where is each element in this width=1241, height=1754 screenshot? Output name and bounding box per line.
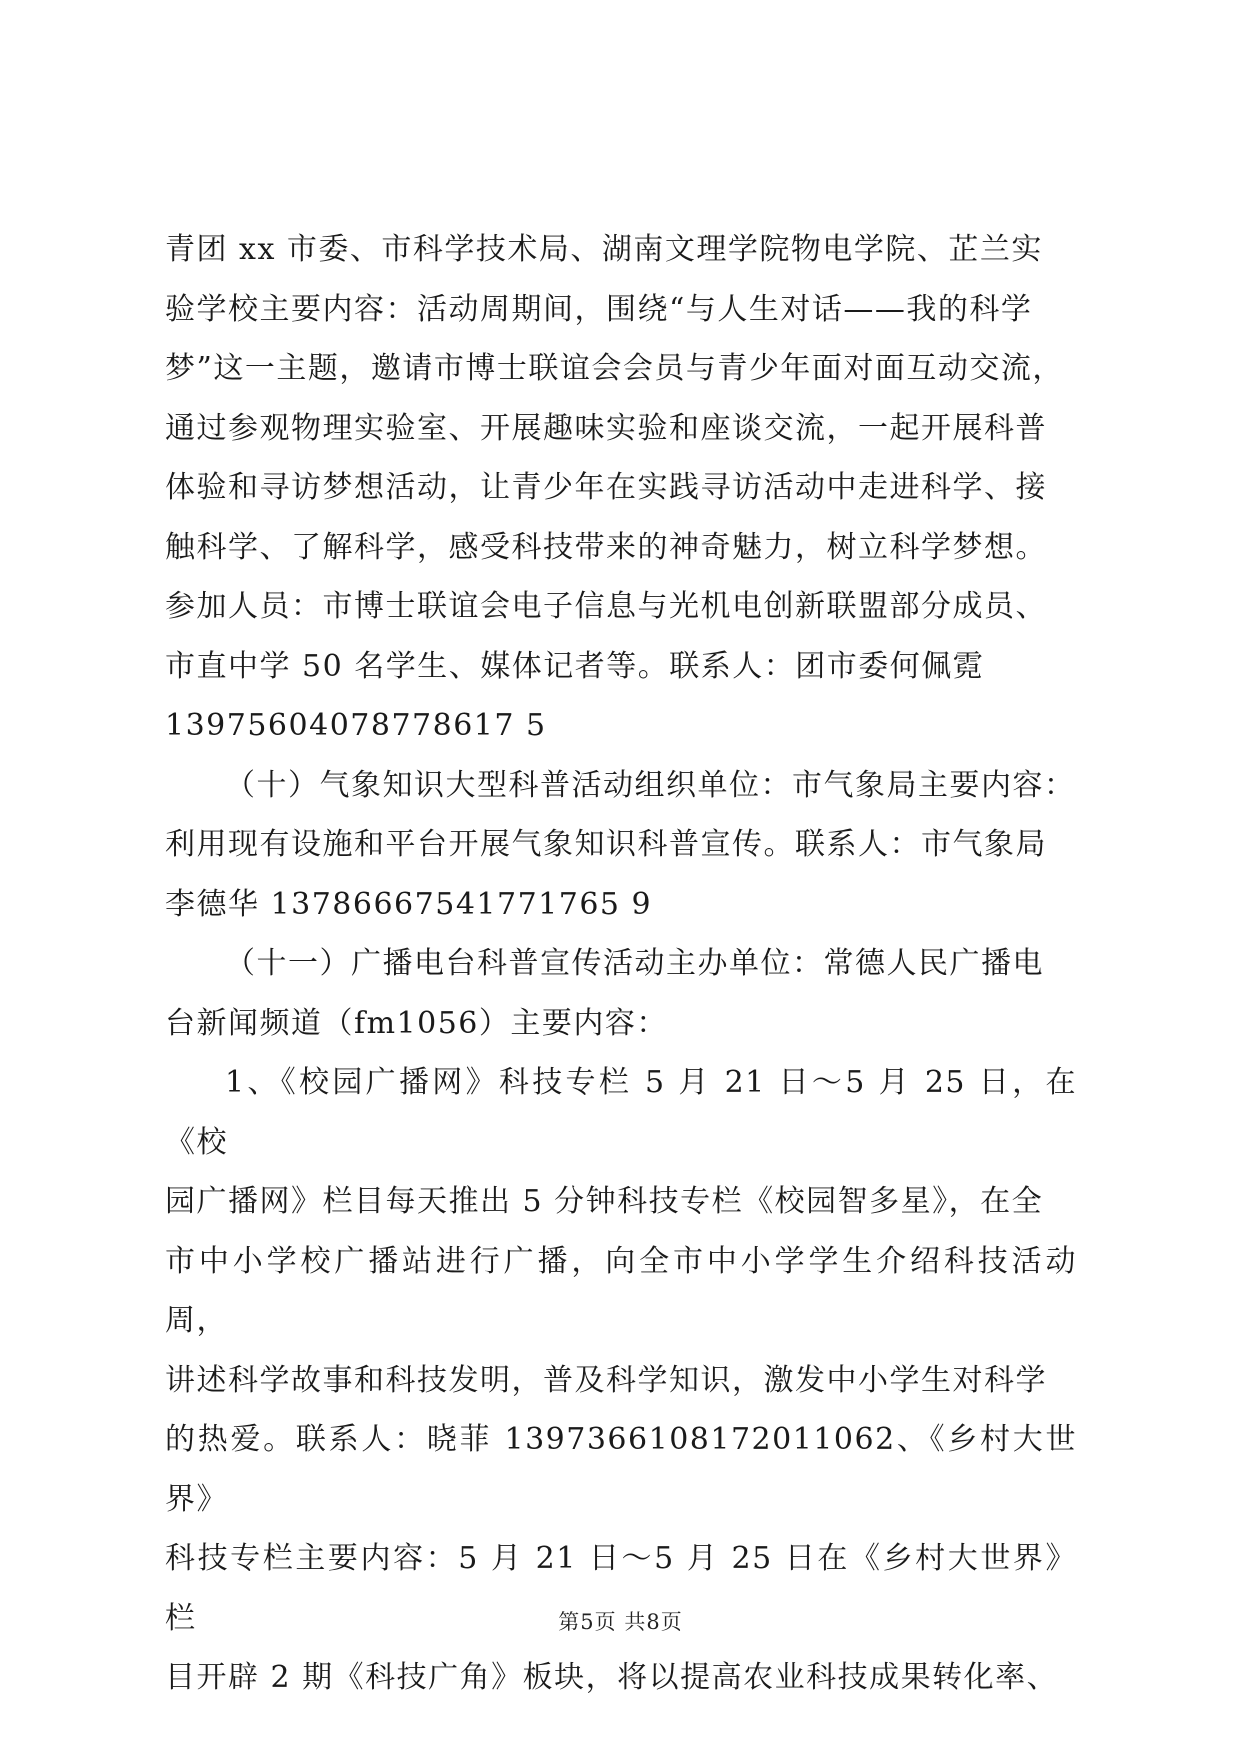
- paragraph-weather-activity: [165, 756, 1077, 935]
- document-body: [165, 220, 1077, 1708]
- line-14: 台新闻频道（fm1056）主要内容：: [165, 1005, 668, 1041]
- line-9: 13975604078778617 5: [165, 708, 547, 743]
- line-12: 李德华 13786667541771765 9: [165, 886, 653, 922]
- paragraph-radio-activity: [165, 934, 1077, 1053]
- line-17: 市中小学校广播站进行广播，向全市中小学学生介绍科技活动周，: [165, 1243, 1077, 1338]
- line-21: 目开辟 2 期《科技广角》板块，将以提高农业科技成果转化率、: [165, 1660, 1059, 1695]
- line-1: 青团 xx 市委、市科学技术局、湖南文理学院物电学院、芷兰实: [165, 232, 1043, 267]
- paragraph-activity-intro: [165, 220, 1077, 756]
- line-11: 利用现有设施和平台开展气象知识科普宣传。联系人：市气象局: [165, 827, 1047, 862]
- line-18: 讲述科学故事和科技发明，普及科学知识，激发中小学生对科学: [165, 1362, 1047, 1398]
- line-19: 的热爱。联系人：晓菲 1397366108172011062、《乡村大世界》: [165, 1422, 1077, 1517]
- line-13: （十一）广播电台科普宣传活动主办单位：常德人民广播电: [225, 946, 1044, 981]
- line-20: 科技专栏主要内容：5 月 21 日～5 月 25 日在《乡村大世界》栏: [165, 1541, 1077, 1636]
- line-6: 触科学、了解科学，感受科技带来的神奇魅力，树立科学梦想。: [165, 529, 1047, 565]
- line-16: 园广播网》栏目每天推出 5 分钟科技专栏《校园智多星》，在全: [165, 1184, 1044, 1219]
- line-2: 验学校主要内容：活动周期间，围绕“与人生对话——我的科学: [165, 291, 1033, 327]
- line-3: 梦”这一主题，邀请市博士联谊会会员与青少年面对面互动交流，: [165, 351, 1064, 386]
- line-4: 通过参观物理实验室、开展趣味实验和座谈交流，一起开展科普: [165, 410, 1047, 446]
- line-15: 1、《校园广播网》科技专栏 5 月 21 日～5 月 25 日，在《校: [165, 1065, 1077, 1160]
- line-8: 市直中学 50 名学生、媒体记者等。联系人：团市委何佩霓: [165, 648, 985, 684]
- line-7: 参加人员：市博士联谊会电子信息与光机电创新联盟部分成员、: [165, 589, 1047, 624]
- line-10: （十）气象知识大型科普活动组织单位：市气象局主要内容：: [225, 767, 1076, 803]
- page-number-footer: 第5页 共8页: [558, 1610, 683, 1634]
- line-5: 体验和寻访梦想活动，让青少年在实践寻访活动中走进科学、接: [165, 470, 1047, 505]
